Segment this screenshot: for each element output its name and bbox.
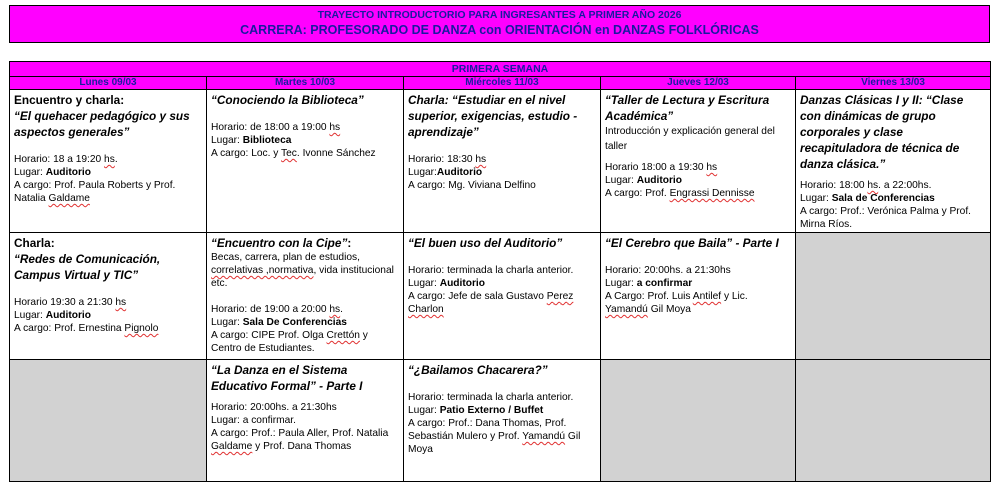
event-cell-thursday-2 <box>601 233 796 360</box>
event-time: Horario: terminada la charla anterior. <box>408 265 574 276</box>
event-title: “La Danza en el Sistema Educativo Formal” - Parte I <box>211 363 363 393</box>
event-description: Becas, carrera, plan de estudios, <box>211 252 360 263</box>
event-location: Lugar: a confirmar <box>605 278 693 289</box>
header-line-2: CARRERA: PROFESORADO DE DANZA con ORIENTACIÓN en DANZAS FOLKLÓRICAS <box>240 23 759 37</box>
event-location: Lugar: Patio Externo / Buffet <box>408 405 544 416</box>
event-location: Lugar:Auditorio <box>408 167 483 178</box>
event-time: Horario: 18:00 hs. a 22:00hs. <box>800 180 932 191</box>
event-cell-monday-1 <box>10 90 207 233</box>
event-title: “Redes de Comunicación, Campus Virtual y TIC” <box>14 252 161 282</box>
event-title-prefix: Encuentro y charla: <box>14 93 125 107</box>
event-title: Charla: “Estudiar en el nivel superior, exigencias, estudio - aprendizaje” <box>408 93 578 139</box>
event-title: “Encuentro con la Cipe”: <box>211 236 352 250</box>
event-location: Lugar: Auditorio <box>408 278 485 289</box>
event-title: “¿Bailamos Chacarera?” <box>408 363 548 377</box>
event-location: Lugar: Biblioteca <box>211 135 292 146</box>
event-title-prefix: Charla: <box>14 236 55 250</box>
week-label: PRIMERA SEMANA <box>10 62 991 77</box>
event-location: Lugar: Auditorio <box>14 310 91 321</box>
event-description: Introducción y explicación general del taller <box>605 126 775 152</box>
event-cell-wednesday-3 <box>404 360 601 482</box>
event-time: Horario 19:30 a 21:30 hs <box>14 297 127 308</box>
day-header-wednesday: Miércoles 11/03 <box>404 77 601 90</box>
event-title: “El Cerebro que Baila” - Parte I <box>605 236 779 250</box>
event-time: Horario: de 18:00 a 19:00 hs <box>211 122 341 133</box>
event-cell-tuesday-1 <box>207 90 404 233</box>
day-header-friday: Viernes 13/03 <box>796 77 991 90</box>
schedule-table <box>9 61 991 482</box>
event-cell-monday-2 <box>10 233 207 360</box>
event-title: “El quehacer pedagógico y sus aspectos generales” <box>14 109 190 139</box>
event-organizer: A cargo: Prof.: Dana Thomas, Prof. Sebastián Mulero y Prof. Yamandú Gil Moya <box>408 418 581 455</box>
day-header-tuesday: Martes 10/03 <box>207 77 404 90</box>
event-location: Lugar: Sala De Conferencias <box>211 317 347 328</box>
empty-cell-friday-3 <box>796 360 991 482</box>
event-title: “Conociendo la Biblioteca” <box>211 93 364 107</box>
event-location: Lugar: Auditorio <box>14 167 91 178</box>
event-time: Horario: 20:00hs. a 21:30hs <box>605 265 731 276</box>
event-cell-thursday-1 <box>601 90 796 233</box>
event-time: Horario: 18 a 19:20 hs. <box>14 154 118 165</box>
event-cell-tuesday-2 <box>207 233 404 360</box>
event-title: “El buen uso del Auditorio” <box>408 236 563 250</box>
empty-cell-friday-2 <box>796 233 991 360</box>
event-cell-wednesday-2 <box>404 233 601 360</box>
event-organizer: A cargo: Jefe de sala Gustavo Perez Charlon <box>408 291 574 315</box>
day-header-thursday: Jueves 12/03 <box>601 77 796 90</box>
event-organizer: A cargo: Prof.: Verónica Palma y Prof. Mirna Ríos. <box>800 206 972 230</box>
event-organizer: A cargo: Prof.: Paula Aller, Prof. Natalia Galdame y Prof. Dana Thomas <box>211 428 389 452</box>
empty-cell-thursday-3 <box>601 360 796 482</box>
event-time: Horario: de 19:00 a 20:00 hs. <box>211 304 343 315</box>
event-description-2: correlativas ,normativa, vida institucional etc. <box>211 265 394 289</box>
event-cell-wednesday-1 <box>404 90 601 233</box>
header-line-1: TRAYECTO INTRODUCTORIO PARA INGRESANTES A PRIMER AÑO 2026 <box>317 9 682 21</box>
document-header <box>9 5 990 43</box>
event-organizer: A cargo: Prof. Paula Roberts y Prof. Natalia Galdame <box>14 180 176 204</box>
event-organizer: A cargo: Prof. Engrassi Dennisse <box>605 188 755 199</box>
event-time: Horario: 20:00hs. a 21:30hs <box>211 402 337 413</box>
event-title: “Taller de Lectura y Escritura Académica” <box>605 93 770 123</box>
event-organizer: A cargo: Prof. Ernestina Pignolo <box>14 323 159 334</box>
event-time: Horario: terminada la charla anterior. <box>408 392 574 403</box>
event-organizer: A cargo: CIPE Prof. Olga Crettón y Centro de Estudiantes. <box>211 330 368 354</box>
event-location: Lugar: Auditorio <box>605 175 682 186</box>
event-organizer: A cargo: Mg. Viviana Delfino <box>408 180 536 191</box>
event-cell-tuesday-3 <box>207 360 404 482</box>
event-time: Horario 18:00 a 19:30 hs <box>605 162 718 173</box>
event-time: Horario: 18:30 hs <box>408 154 487 165</box>
event-location: Lugar: a confirmar. <box>211 415 296 426</box>
event-title: Danzas Clásicas I y II: “Clase con dinámicas de grupo corporales y clase recapituladora de técnica de danza clásica.” <box>800 93 964 171</box>
event-organizer: A Cargo: Prof. Luis Antilef y Lic. Yamandú Gil Moya <box>605 291 748 315</box>
event-location: Lugar: Sala de Conferencias <box>800 193 935 204</box>
event-organizer: A cargo: Loc. y Tec. Ivonne Sánchez <box>211 148 376 159</box>
empty-cell-monday-3 <box>10 360 207 482</box>
event-cell-friday-1 <box>796 90 991 233</box>
day-header-monday: Lunes 09/03 <box>10 77 207 90</box>
